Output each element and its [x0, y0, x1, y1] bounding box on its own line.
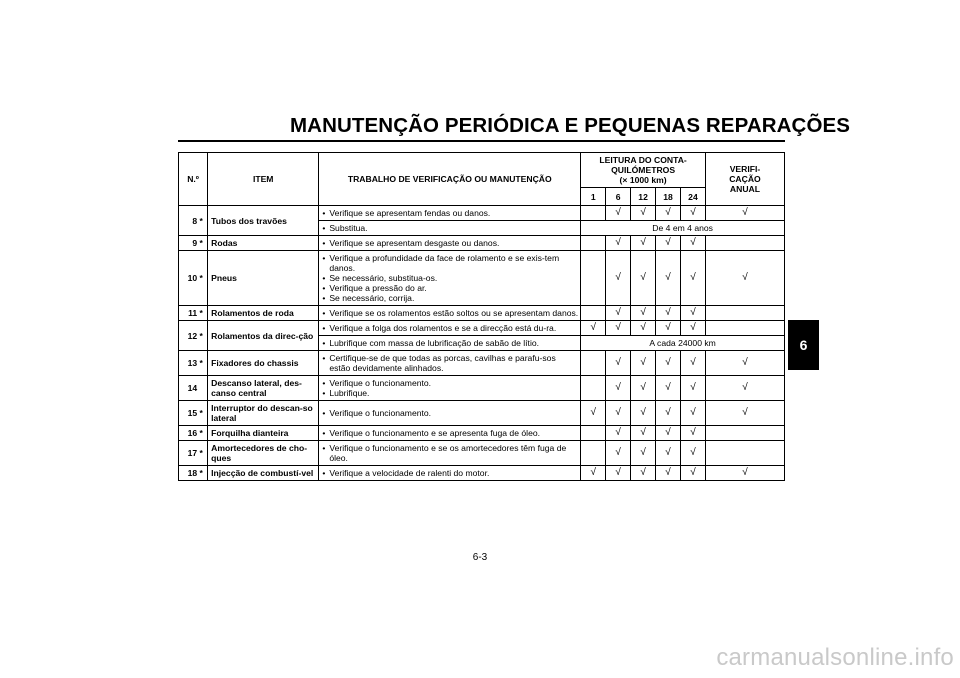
annual-check-mark: √ [705, 376, 784, 401]
watermark: carmanualsonline.info [716, 644, 954, 671]
work-bullet: • Se necessário, corrija. [321, 293, 578, 303]
row-item: Injecção de combustí-vel [208, 466, 319, 481]
table-body [179, 206, 785, 481]
check-mark: √ [656, 401, 681, 426]
check-mark: √ [656, 236, 681, 251]
row-asterisk: * [197, 466, 207, 481]
row-work [319, 351, 581, 376]
work-bullet: • Certifique-se de que todas as porcas, cavilhas e parafu-sos estão devidamente alinhados. [321, 353, 578, 373]
table-row [179, 306, 785, 321]
check-mark: √ [606, 206, 631, 221]
work-bullet: • Lubrifique com massa de lubrificação de sabão de lítio. [321, 338, 578, 348]
row-work [319, 251, 581, 306]
row-item: Rodas [208, 236, 319, 251]
check-mark: √ [606, 466, 631, 481]
check-mark [581, 306, 606, 321]
row-asterisk: * [197, 206, 207, 236]
check-mark: √ [680, 466, 705, 481]
check-mark: √ [680, 321, 705, 336]
check-mark: √ [656, 351, 681, 376]
table-row [179, 376, 785, 401]
check-mark: √ [656, 441, 681, 466]
row-item: Pneus [208, 251, 319, 306]
table-row [179, 426, 785, 441]
row-number: 11 [179, 306, 198, 321]
annual-check-mark [705, 426, 784, 441]
row-item: Fixadores do chassis [208, 351, 319, 376]
annual-check-mark: √ [705, 251, 784, 306]
row-work [319, 466, 581, 481]
annual-check-mark: √ [705, 401, 784, 426]
annual-check-mark [705, 236, 784, 251]
check-mark: √ [680, 401, 705, 426]
row-item: Interruptor do descan-so lateral [208, 401, 319, 426]
check-mark: √ [656, 466, 681, 481]
row-asterisk: * [197, 441, 207, 466]
row-number: 17 [179, 441, 198, 466]
check-mark: √ [656, 251, 681, 306]
check-mark: √ [680, 206, 705, 221]
check-mark: √ [680, 426, 705, 441]
table-row [179, 206, 785, 221]
check-mark [581, 206, 606, 221]
header-item: ITEM [208, 153, 319, 206]
check-mark: √ [631, 466, 656, 481]
row-asterisk: * [197, 351, 207, 376]
check-mark: √ [606, 376, 631, 401]
row-work [319, 321, 581, 336]
table-row [179, 401, 785, 426]
row-asterisk: * [197, 251, 207, 306]
interval-note: A cada 24000 km [581, 336, 785, 351]
header-odometer-col: 1 [581, 188, 606, 206]
check-mark: √ [631, 251, 656, 306]
check-mark: √ [680, 441, 705, 466]
row-number: 13 [179, 351, 198, 376]
header-no: N.º [179, 153, 208, 206]
check-mark: √ [606, 321, 631, 336]
header-odometer-col: 24 [680, 188, 705, 206]
work-bullet: • Verifique a pressão do ar. [321, 283, 578, 293]
annual-check-mark [705, 441, 784, 466]
table-row [179, 466, 785, 481]
check-mark: √ [581, 401, 606, 426]
row-item: Amortecedores de cho-ques [208, 441, 319, 466]
row-number: 9 [179, 236, 198, 251]
work-bullet: • Verifique o funcionamento. [321, 408, 578, 418]
header-odometer-col: 6 [606, 188, 631, 206]
row-number: 18 [179, 466, 198, 481]
row-asterisk: * [197, 236, 207, 251]
work-bullet: • Verifique se os rolamentos estão soltos ou se apresentam danos. [321, 308, 578, 318]
check-mark: √ [631, 306, 656, 321]
row-work [319, 336, 581, 351]
row-asterisk: * [197, 426, 207, 441]
row-item: Forquilha dianteira [208, 426, 319, 441]
header-odometer-line2: (× 1000 km) [619, 175, 667, 185]
row-number: 14 [179, 376, 198, 401]
header-odometer-line1: LEITURA DO CONTA-QUILÓMETROS [599, 155, 687, 175]
annual-check-mark: √ [705, 206, 784, 221]
row-asterisk: * [197, 306, 207, 321]
check-mark: √ [656, 376, 681, 401]
check-mark: √ [606, 351, 631, 376]
check-mark: √ [680, 251, 705, 306]
row-item: Rolamentos de roda [208, 306, 319, 321]
annual-check-mark: √ [705, 466, 784, 481]
row-number: 8 [179, 206, 198, 236]
row-work [319, 236, 581, 251]
check-mark: √ [656, 306, 681, 321]
check-mark: √ [656, 206, 681, 221]
table-row [179, 351, 785, 376]
check-mark: √ [631, 401, 656, 426]
check-mark: √ [631, 351, 656, 376]
header-odometer-col: 12 [631, 188, 656, 206]
work-bullet: • Verifique se apresentam fendas ou danos. [321, 208, 578, 218]
work-bullet: • Lubrifique. [321, 388, 578, 398]
title-divider [178, 140, 785, 142]
check-mark: √ [606, 426, 631, 441]
row-number: 15 [179, 401, 198, 426]
work-bullet: • Verifique a profundidade da face de rolamento e se exis-tem danos. [321, 253, 578, 273]
row-number: 12 [179, 321, 198, 351]
row-asterisk: * [197, 401, 207, 426]
row-number: 10 [179, 251, 198, 306]
check-mark [581, 351, 606, 376]
check-mark: √ [656, 426, 681, 441]
row-asterisk: * [197, 321, 207, 351]
table-row [179, 251, 785, 306]
work-bullet: • Se necessário, substitua-os. [321, 273, 578, 283]
row-work [319, 221, 581, 236]
check-mark: √ [680, 306, 705, 321]
annual-check-mark [705, 306, 784, 321]
maintenance-table [178, 152, 785, 481]
check-mark [581, 236, 606, 251]
page-title: MANUTENÇÃO PERIÓDICA E PEQUENAS REPARAÇÕES [290, 114, 851, 137]
row-item: Rolamentos da direc-ção [208, 321, 319, 351]
check-mark: √ [606, 441, 631, 466]
row-item: Tubos dos travões [208, 206, 319, 236]
table-row [179, 321, 785, 336]
row-number: 16 [179, 426, 198, 441]
check-mark: √ [680, 351, 705, 376]
row-work [319, 306, 581, 321]
row-work [319, 441, 581, 466]
work-bullet: • Verifique se apresentam desgaste ou danos. [321, 238, 578, 248]
work-bullet: • Substitua. [321, 223, 578, 233]
check-mark: √ [606, 401, 631, 426]
check-mark [581, 441, 606, 466]
check-mark [581, 376, 606, 401]
annual-check-mark: √ [705, 351, 784, 376]
header-odometer-col: 18 [656, 188, 681, 206]
check-mark: √ [631, 441, 656, 466]
annual-check-mark [705, 321, 784, 336]
header-odometer [581, 153, 706, 188]
row-item: Descanso lateral, des-canso central [208, 376, 319, 401]
work-bullet: • Verifique o funcionamento e se apresenta fuga de óleo. [321, 428, 578, 438]
check-mark: √ [606, 251, 631, 306]
check-mark: √ [606, 306, 631, 321]
check-mark: √ [680, 376, 705, 401]
check-mark: √ [656, 321, 681, 336]
work-bullet: • Verifique a folga dos rolamentos e se a direcção está du-ra. [321, 323, 578, 333]
table-row [179, 236, 785, 251]
chapter-tab[interactable]: 6 [788, 320, 819, 370]
row-work [319, 401, 581, 426]
work-bullet: • Verifique o funcionamento. [321, 378, 578, 388]
check-mark: √ [631, 236, 656, 251]
row-work [319, 426, 581, 441]
check-mark: √ [631, 426, 656, 441]
check-mark: √ [581, 466, 606, 481]
page-number: 6-3 [472, 552, 488, 563]
table-header [179, 153, 785, 206]
check-mark: √ [631, 206, 656, 221]
row-work [319, 376, 581, 401]
check-mark: √ [606, 236, 631, 251]
header-work: TRABALHO DE VERIFICAÇÃO OU MANUTENÇÃO [319, 153, 581, 206]
check-mark [581, 426, 606, 441]
work-bullet: • Verifique o funcionamento e se os amortecedores têm fuga de óleo. [321, 443, 578, 463]
table-row [179, 441, 785, 466]
row-work [319, 206, 581, 221]
check-mark: √ [631, 321, 656, 336]
interval-note: De 4 em 4 anos [581, 221, 785, 236]
check-mark: √ [631, 376, 656, 401]
check-mark: √ [680, 236, 705, 251]
row-asterisk [197, 376, 207, 401]
check-mark: √ [581, 321, 606, 336]
header-annual: VERIFI- CAÇÃO ANUAL [705, 153, 784, 206]
check-mark [581, 251, 606, 306]
work-bullet: • Verifique a velocidade de ralenti do motor. [321, 468, 578, 478]
